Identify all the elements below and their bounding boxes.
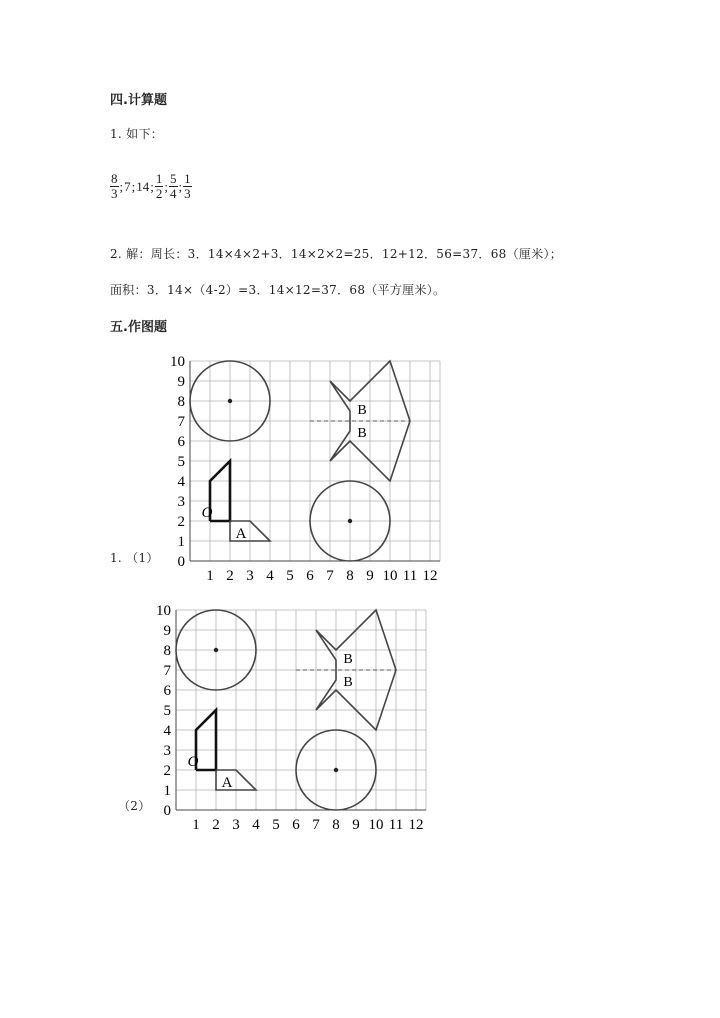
x-tick-label: 4: [266, 568, 274, 584]
y-tick-label: 0: [163, 803, 171, 819]
fraction-1-3: 1 3: [184, 171, 191, 201]
label-a: A: [221, 775, 233, 791]
x-tick-label: 7: [312, 817, 320, 833]
y-tick-label: 1: [177, 534, 185, 550]
q1-fraction-answers: 8 3 ; 7 ; 14 ; 1 2 ; 5 4 ; 1 3: [111, 171, 191, 201]
label-b-lower: B: [357, 426, 367, 441]
q1-label: 1. 如下：: [110, 127, 164, 141]
section4-title: 四.计算题: [110, 93, 167, 108]
x-tick-label: 1: [206, 568, 214, 584]
circle-center-dot: [214, 648, 218, 652]
x-tick-label: 7: [326, 568, 334, 584]
y-tick-label: 6: [177, 434, 185, 450]
y-tick-label: 10: [170, 355, 185, 370]
grid-figure-1: [160, 355, 450, 585]
figure2-label: （2）: [118, 799, 151, 813]
label-b-upper: B: [343, 652, 353, 667]
y-tick-label: 3: [177, 494, 185, 510]
x-tick-label: 3: [232, 817, 240, 833]
y-tick-label: 3: [163, 743, 171, 759]
x-tick-label: 9: [352, 817, 360, 833]
y-tick-label: 4: [163, 723, 171, 739]
y-tick-label: 7: [163, 663, 171, 679]
circle-center-dot: [348, 519, 352, 523]
section5-title: 五.作图题: [110, 320, 167, 335]
x-tick-label: 11: [388, 817, 404, 833]
x-tick-label: 5: [286, 568, 294, 584]
label-a: A: [235, 526, 247, 542]
x-tick-label: 8: [346, 568, 354, 584]
x-tick-label: 2: [226, 568, 234, 584]
y-tick-label: 8: [163, 643, 171, 659]
y-tick-label: 2: [177, 514, 185, 530]
x-tick-label: 6: [292, 817, 300, 833]
quadrilateral-o-shape: [210, 461, 230, 521]
x-tick-label: 6: [306, 568, 314, 584]
x-tick-label: 12: [422, 568, 438, 584]
fraction-1-2: 1 2: [155, 171, 163, 201]
q2-line1: 2. 解：周长：3．14×4×2+3．14×2×2=25．12+12．56=37．68（厘米）；: [110, 247, 563, 261]
label-o: O: [201, 505, 213, 521]
figure1-label: 1. （1）: [110, 551, 159, 565]
x-tick-label: 3: [246, 568, 254, 584]
value-14: 14: [136, 178, 150, 194]
y-tick-label: 5: [163, 703, 171, 719]
y-tick-label: 0: [177, 554, 185, 570]
label-o: O: [187, 754, 199, 770]
x-tick-label: 8: [332, 817, 340, 833]
y-tick-label: 1: [163, 783, 171, 799]
fraction-8-3: 8 3: [111, 171, 118, 201]
x-tick-label: 11: [402, 568, 418, 584]
y-tick-label: 5: [177, 454, 185, 470]
x-tick-label: 9: [366, 568, 374, 584]
y-tick-label: 10: [156, 604, 171, 619]
x-tick-label: 10: [382, 568, 398, 584]
y-tick-label: 2: [163, 763, 171, 779]
y-tick-label: 7: [177, 414, 185, 430]
y-tick-label: 8: [177, 394, 185, 410]
y-tick-label: 9: [163, 623, 171, 639]
fraction-5-4: 5 4: [170, 171, 177, 201]
x-tick-label: 4: [252, 817, 260, 833]
y-tick-label: 6: [163, 683, 171, 699]
circle-center-dot: [334, 768, 338, 772]
y-tick-label: 4: [177, 474, 185, 490]
x-tick-label: 1: [192, 817, 200, 833]
grid-figure-2: [146, 604, 436, 834]
label-b-upper: B: [357, 403, 367, 418]
label-b-lower: B: [343, 675, 353, 690]
value-7: 7: [124, 178, 131, 194]
x-tick-label: 5: [272, 817, 280, 833]
x-tick-label: 10: [368, 817, 384, 833]
x-tick-label: 2: [212, 817, 220, 833]
y-tick-label: 9: [177, 374, 185, 390]
q2-line2: 面积：3．14×（4-2）=3．14×12=37．68（平方厘米）。: [110, 283, 446, 297]
circle-center-dot: [228, 399, 232, 403]
x-tick-label: 12: [408, 817, 424, 833]
quadrilateral-o-shape: [196, 710, 216, 770]
